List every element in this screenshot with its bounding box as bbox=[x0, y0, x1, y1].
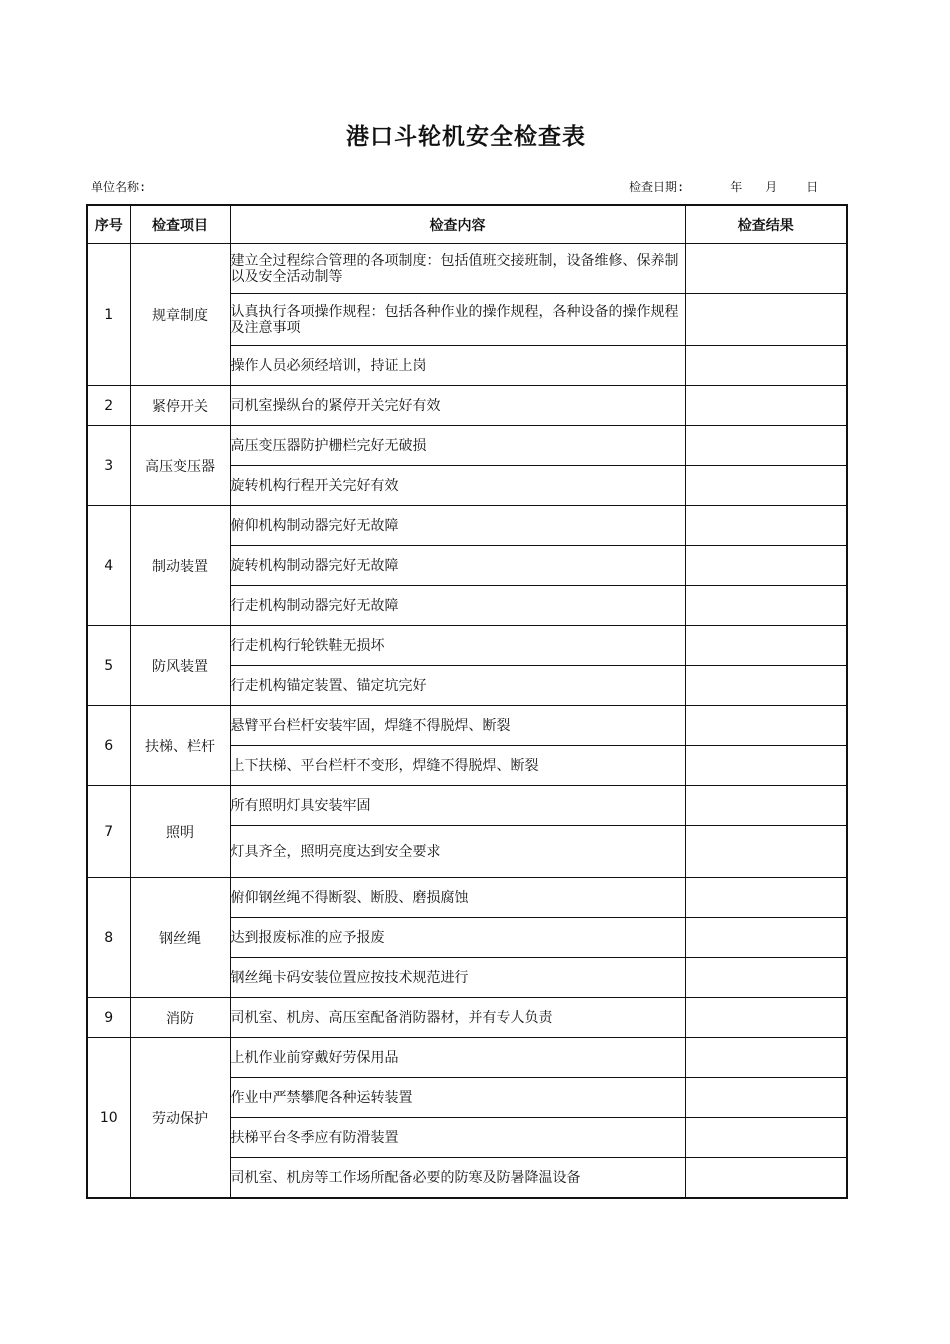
row-content: 旋转机构制动器完好无故障 bbox=[230, 546, 685, 586]
header-content: 检查内容 bbox=[230, 205, 685, 244]
check-date bbox=[629, 178, 818, 195]
table-row bbox=[87, 386, 847, 426]
row-content: 作业中严禁攀爬各种运转装置 bbox=[230, 1078, 685, 1118]
row-num: 6 bbox=[87, 706, 130, 786]
row-num: 1 bbox=[87, 244, 130, 386]
row-content: 悬臂平台栏杆安装牢固，焊缝不得脱焊、断裂 bbox=[230, 706, 685, 746]
table-row bbox=[87, 626, 847, 666]
table-row bbox=[87, 786, 847, 826]
row-num: 3 bbox=[87, 426, 130, 506]
date-year: 年 bbox=[730, 180, 743, 194]
row-content: 司机室、机房、高压室配备消防器材，并有专人负责 bbox=[230, 998, 685, 1038]
row-item: 劳动保护 bbox=[130, 1038, 230, 1199]
table-row bbox=[87, 506, 847, 546]
result-cell[interactable] bbox=[685, 958, 847, 998]
row-item: 照明 bbox=[130, 786, 230, 878]
row-num: 5 bbox=[87, 626, 130, 706]
result-cell[interactable] bbox=[685, 626, 847, 666]
result-cell[interactable] bbox=[685, 1158, 847, 1199]
row-content: 高压变压器防护栅栏完好无破损 bbox=[230, 426, 685, 466]
row-content: 行走机构锚定装置、锚定坑完好 bbox=[230, 666, 685, 706]
table-row bbox=[87, 244, 847, 294]
row-item: 高压变压器 bbox=[130, 426, 230, 506]
row-content: 司机室操纵台的紧停开关完好有效 bbox=[230, 386, 685, 426]
row-content: 认真执行各项操作规程：包括各种作业的操作规程，各种设备的操作规程及注意事项 bbox=[230, 294, 685, 346]
table-row bbox=[87, 998, 847, 1038]
result-cell[interactable] bbox=[685, 826, 847, 878]
date-day: 日 bbox=[806, 180, 819, 194]
header-result: 检查结果 bbox=[685, 205, 847, 244]
result-cell[interactable] bbox=[685, 386, 847, 426]
row-content: 行走机构行轮铁鞋无损坏 bbox=[230, 626, 685, 666]
inspection-table bbox=[86, 204, 848, 1199]
table-row bbox=[87, 706, 847, 746]
row-content: 俯仰钢丝绳不得断裂、断股、磨损腐蚀 bbox=[230, 878, 685, 918]
result-cell[interactable] bbox=[685, 1038, 847, 1078]
row-content: 扶梯平台冬季应有防滑装置 bbox=[230, 1118, 685, 1158]
row-content: 上下扶梯、平台栏杆不变形，焊缝不得脱焊、断裂 bbox=[230, 746, 685, 786]
row-item: 消防 bbox=[130, 998, 230, 1038]
row-num: 7 bbox=[87, 786, 130, 878]
check-date-label: 检查日期: bbox=[629, 180, 685, 194]
result-cell[interactable] bbox=[685, 918, 847, 958]
result-cell[interactable] bbox=[685, 466, 847, 506]
result-cell[interactable] bbox=[685, 878, 847, 918]
result-cell[interactable] bbox=[685, 786, 847, 826]
row-content: 行走机构制动器完好无故障 bbox=[230, 586, 685, 626]
row-item: 制动装置 bbox=[130, 506, 230, 626]
row-content: 司机室、机房等工作场所配备必要的防寒及防暑降温设备 bbox=[230, 1158, 685, 1199]
row-item: 规章制度 bbox=[130, 244, 230, 386]
table-row bbox=[87, 426, 847, 466]
row-item: 紧停开关 bbox=[130, 386, 230, 426]
row-item: 钢丝绳 bbox=[130, 878, 230, 998]
header-row bbox=[87, 205, 847, 244]
header-item: 检查项目 bbox=[130, 205, 230, 244]
row-content: 旋转机构行程开关完好有效 bbox=[230, 466, 685, 506]
result-cell[interactable] bbox=[685, 546, 847, 586]
row-content: 俯仰机构制动器完好无故障 bbox=[230, 506, 685, 546]
page-title: 港口斗轮机安全检查表 bbox=[346, 124, 586, 150]
result-cell[interactable] bbox=[685, 666, 847, 706]
row-content: 达到报废标准的应予报废 bbox=[230, 918, 685, 958]
result-cell[interactable] bbox=[685, 1078, 847, 1118]
row-content: 钢丝绳卡码安装位置应按技术规范进行 bbox=[230, 958, 685, 998]
row-content: 灯具齐全，照明亮度达到安全要求 bbox=[230, 826, 685, 878]
result-cell[interactable] bbox=[685, 998, 847, 1038]
row-item: 防风装置 bbox=[130, 626, 230, 706]
result-cell[interactable] bbox=[685, 426, 847, 466]
result-cell[interactable] bbox=[685, 586, 847, 626]
header-num: 序号 bbox=[87, 205, 130, 244]
result-cell[interactable] bbox=[685, 746, 847, 786]
row-num: 2 bbox=[87, 386, 130, 426]
row-content: 所有照明灯具安装牢固 bbox=[230, 786, 685, 826]
row-content: 操作人员必须经培训，持证上岗 bbox=[230, 346, 685, 386]
unit-name-label: 单位名称: bbox=[91, 180, 147, 194]
row-num: 8 bbox=[87, 878, 130, 998]
row-num: 9 bbox=[87, 998, 130, 1038]
row-content: 上机作业前穿戴好劳保用品 bbox=[230, 1038, 685, 1078]
row-num: 4 bbox=[87, 506, 130, 626]
table-row bbox=[87, 1038, 847, 1078]
date-month: 月 bbox=[765, 180, 778, 194]
result-cell[interactable] bbox=[685, 506, 847, 546]
result-cell[interactable] bbox=[685, 346, 847, 386]
result-cell[interactable] bbox=[685, 294, 847, 346]
row-content: 建立全过程综合管理的各项制度：包括值班交接班制，设备维修、保养制以及安全活动制等 bbox=[230, 244, 685, 294]
row-num: 10 bbox=[87, 1038, 130, 1199]
result-cell[interactable] bbox=[685, 1118, 847, 1158]
result-cell[interactable] bbox=[685, 706, 847, 746]
result-cell[interactable] bbox=[685, 244, 847, 294]
row-item: 扶梯、栏杆 bbox=[130, 706, 230, 786]
table-row bbox=[87, 878, 847, 918]
